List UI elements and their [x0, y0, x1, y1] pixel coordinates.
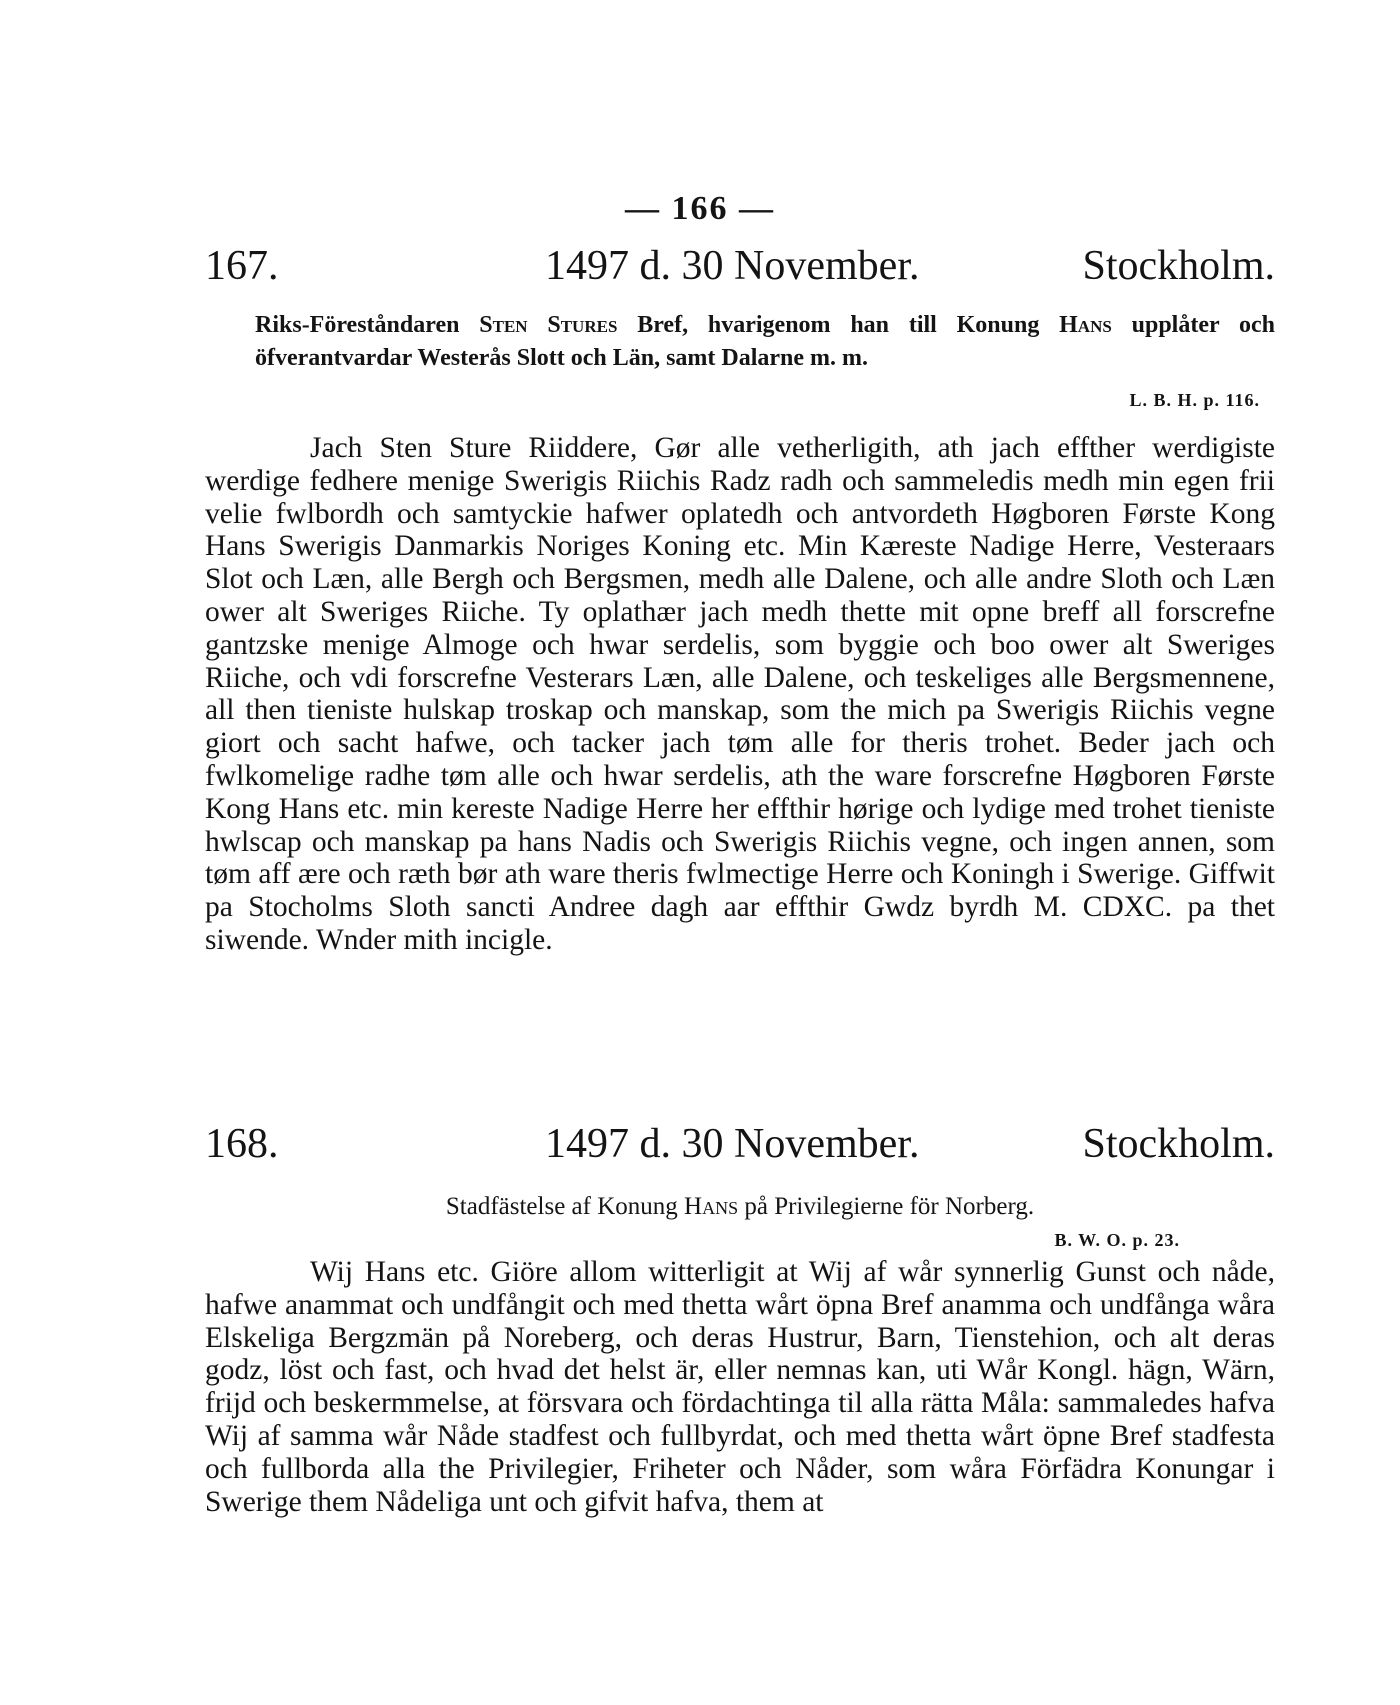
doc167-number: 167.	[205, 243, 279, 289]
doc168-number: 168.	[205, 1121, 279, 1167]
doc167-header	[205, 242, 1275, 302]
doc168-place: Stockholm.	[1082, 1121, 1275, 1167]
doc168-body	[205, 1256, 1275, 1518]
doc168-source-reference: B. W. O. p. 23.	[1054, 1230, 1180, 1250]
doc167-place: Stockholm.	[1082, 243, 1275, 289]
doc168-date: 1497 d. 30 November.	[545, 1121, 920, 1167]
running-head-page-number: — 166 —	[625, 190, 775, 227]
doc167-body-paragraph: Jach Sten Sture Riiddere, Gør alle vetherligith, ath jach effther werdigiste werdige fedhere menige Swerigis Riichis Radz radh och sammeledis medh min egen frii velie fwlbordh och samtyckie hafwer oplatedh och antvordeth Høgboren Første Kong Hans Swerigis Danmarkis Noriges Koning etc. Min Kæreste Nadige Herre, Vesteraars Slot och Læn, alle Bergh och Bergsmen, medh alle Dalene, och alle andre Sloth och Læn ower alt Sweriges Riiche. Ty oplathær jach medh thette mit opne breff all forscrefne gantzske menige Almoge och hwar serdelis, som byggie och boo ower alt Sweriges Riiche, och vdi forscrefne Vesterars Læn, alle Dalene, och teskeliges alle Bergsmennene, all then tieniste hulskap troskap och manskap, som the mich pa Swerigis Riichis vegne giort och sacht hafwe, och tacker jach tøm alle for theris trohet. Beder jach och fwlkomelige radhe tøm alle och hwar serdelis, ath the ware forscrefne Høgboren Første Kong Hans etc. min kereste Nadige Herre her effthir hørige och lydige med trohet tieniste hwlscap och manskap pa hans Nadis och Swerigis Riichis vegne, och ingen annen, som tøm aff ære och ræth bør ath ware theris fwlmectige Herre och Koningh i Swerige. Giffwit pa Stocholms Sloth sancti Andree dagh aar effthir Gwdz byrdh M. CDXC. pa thet siwende. Wnder mith incigle.	[205, 432, 1275, 956]
doc167-summary	[255, 309, 1275, 375]
doc168-header	[205, 1120, 1275, 1180]
doc168-summary-part1: Stadfästelse af Konung	[445, 1193, 685, 1220]
doc168-body-paragraph: Wij Hans etc. Giöre allom witterligit at Wij af wår synnerlig Gunst och nåde, hafwe anammat och undfångit och med thetta wårt öpna Bref anamma och undfånga wåra Elskeliga Bergzmän på Noreberg, och deras Hustrur, Barn, Tienstehion, och alt deras godz, löst och fast, och hvad det helst är, eller nemnas kan, uti Wår Kongl. hägn, Wärn, frijd och beskermmelse, at försvara och fördachtinga til alla rätta Måla: sammaledes hafva Wij af samma wår Nåde stadfest och fullbyrdat, och med thetta wårt öpne Bref stadfesta och fullborda alla the Privilegier, Friheter och Nåder, som wåra Förfädra Konungar i Swerige them Nådeliga unt och gifvit hafva, them at	[205, 1256, 1275, 1518]
doc167-source-reference: L. B. H. p. 116.	[1129, 390, 1260, 410]
doc168-summary-part2: på Privilegierne för Norberg.	[738, 1193, 1035, 1220]
doc167-date: 1497 d. 30 November.	[545, 243, 920, 289]
doc168-summary-name1: Hans	[684, 1193, 739, 1220]
doc167-summary-part3: upplåter och öfverantvardar Westerås Slott och Län, samt Dalarne m. m.	[255, 312, 1275, 371]
doc167-body	[205, 432, 1275, 957]
doc167-summary-name1: Sten Stures	[479, 312, 618, 338]
doc167-summary-name2: Hans	[1059, 312, 1112, 338]
doc168-summary	[205, 1190, 1275, 1223]
doc167-summary-part1: Riks-Föreståndaren	[255, 312, 480, 338]
doc167-summary-part2: Bref, hvarigenom han till Konung	[617, 312, 1060, 338]
